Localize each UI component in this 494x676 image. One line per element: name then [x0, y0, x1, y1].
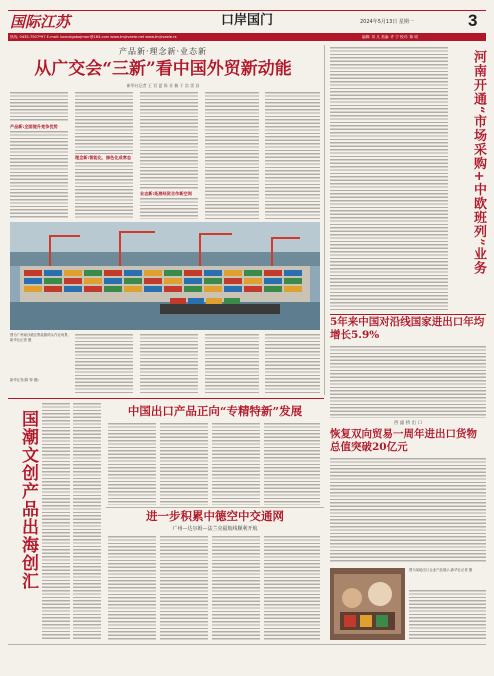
right-story2-body [330, 346, 486, 418]
lead-body-col-2b [75, 162, 133, 219]
masthead-logo: 国际江苏 [10, 13, 71, 31]
lead-headline: 从广交会“三新”看中国外贸新动能 [34, 59, 292, 79]
products-illustration [330, 568, 405, 640]
center-story-headline: 中国出口产品正向“专精特新”发展 [127, 404, 303, 418]
right-feature-headline: 河南开通“市场采购+中欧班列”业务 [471, 50, 486, 275]
lead-subhead-2: 理念新:智能化、绿色化成常态 [75, 155, 132, 160]
section-divider-lower [8, 398, 324, 399]
lead-photo-credit: 新华社发(陈 铎 摄) [10, 378, 39, 382]
bottom-story-headline: 进一步积累中德空中交通网 [146, 509, 284, 523]
right-story3-body [330, 458, 486, 563]
lead-body-col-5 [265, 92, 320, 219]
lead-kicker: 产品新·理念新·业态新 [118, 47, 208, 56]
right-story3-headline: 恢复双向贸易一周年进出口货物总值突破20亿元 [330, 428, 477, 453]
bottom-body-col-2 [160, 536, 208, 640]
vertical-story-headline: 国潮文创产品出海创汇 [18, 410, 38, 590]
section-title: 口岸国门 [220, 13, 273, 28]
masthead-editors: 编辑: 刘 凡 美编: 许 宁 校对: 陈 明 [362, 35, 418, 39]
center-body-col-2 [160, 423, 208, 505]
right-photo-caption: 图为某地出口企业产品展示,新华社记者 摄 [409, 568, 473, 572]
center-body-col-4 [264, 423, 320, 505]
lead-body-col-6 [75, 334, 133, 394]
lead-byline: 新华社记者 王 君 夏 陈 亚 楠 于 浩 雷 昌 [126, 83, 200, 88]
lead-body-col-2 [75, 92, 133, 154]
page-number: 3 [468, 11, 478, 30]
bottom-body-col-4 [264, 536, 320, 640]
bottom-story-rule [106, 507, 324, 508]
lead-subhead-3: 业态新:拓展经贸合作新空间 [140, 191, 192, 196]
lead-body-col-7 [140, 334, 198, 394]
right-feature-body [330, 47, 448, 312]
lead-body-col-1 [10, 92, 68, 122]
masthead-top-rule [8, 10, 486, 11]
port-illustration [10, 222, 320, 330]
right-story2-rule [330, 314, 486, 315]
right-story3-kicker: 西 滤 桥 出 口 [393, 421, 423, 426]
lead-body-col-1b [10, 131, 68, 219]
vertical-story-body-1 [42, 403, 70, 640]
lead-photo-caption: 图为广州南沙港区集装箱码头作业场景,新华社记者 摄 [10, 333, 69, 342]
bottom-body-col-1 [108, 536, 156, 640]
lead-body-col-9 [265, 334, 320, 394]
lead-photo-port [10, 222, 320, 330]
issue-date: 2024年5月13日 星期一 [360, 19, 414, 25]
bottom-story-subheadline: 广州—达尔姆—法兰克福航线顺利开航 [172, 526, 258, 532]
right-story2-headline: 5年来中国对沿线国家进出口年均增长5.9% [330, 316, 485, 341]
lead-body-col-3 [140, 92, 198, 190]
center-body-col-3 [212, 423, 260, 505]
lead-body-col-3b [140, 198, 198, 219]
page-footer-rule [8, 644, 486, 645]
bottom-body-col-3 [212, 536, 260, 640]
lead-body-col-4 [205, 92, 259, 219]
lead-subhead-1: 产品新:全面提升竞争优势 [10, 124, 58, 129]
vertical-story-body-2 [73, 403, 101, 640]
masthead-contact: 热线: 0435-7507*97 E-mail: bornzlgabojmarr@163.com www.tmjrvaeie.net www.tmjrvaeie.rs [10, 35, 177, 39]
center-body-col-1 [108, 423, 156, 505]
column-divider-right [324, 45, 325, 395]
right-photo-products [330, 568, 405, 640]
lead-body-col-8 [205, 334, 259, 394]
right-bottom-body [409, 590, 486, 640]
